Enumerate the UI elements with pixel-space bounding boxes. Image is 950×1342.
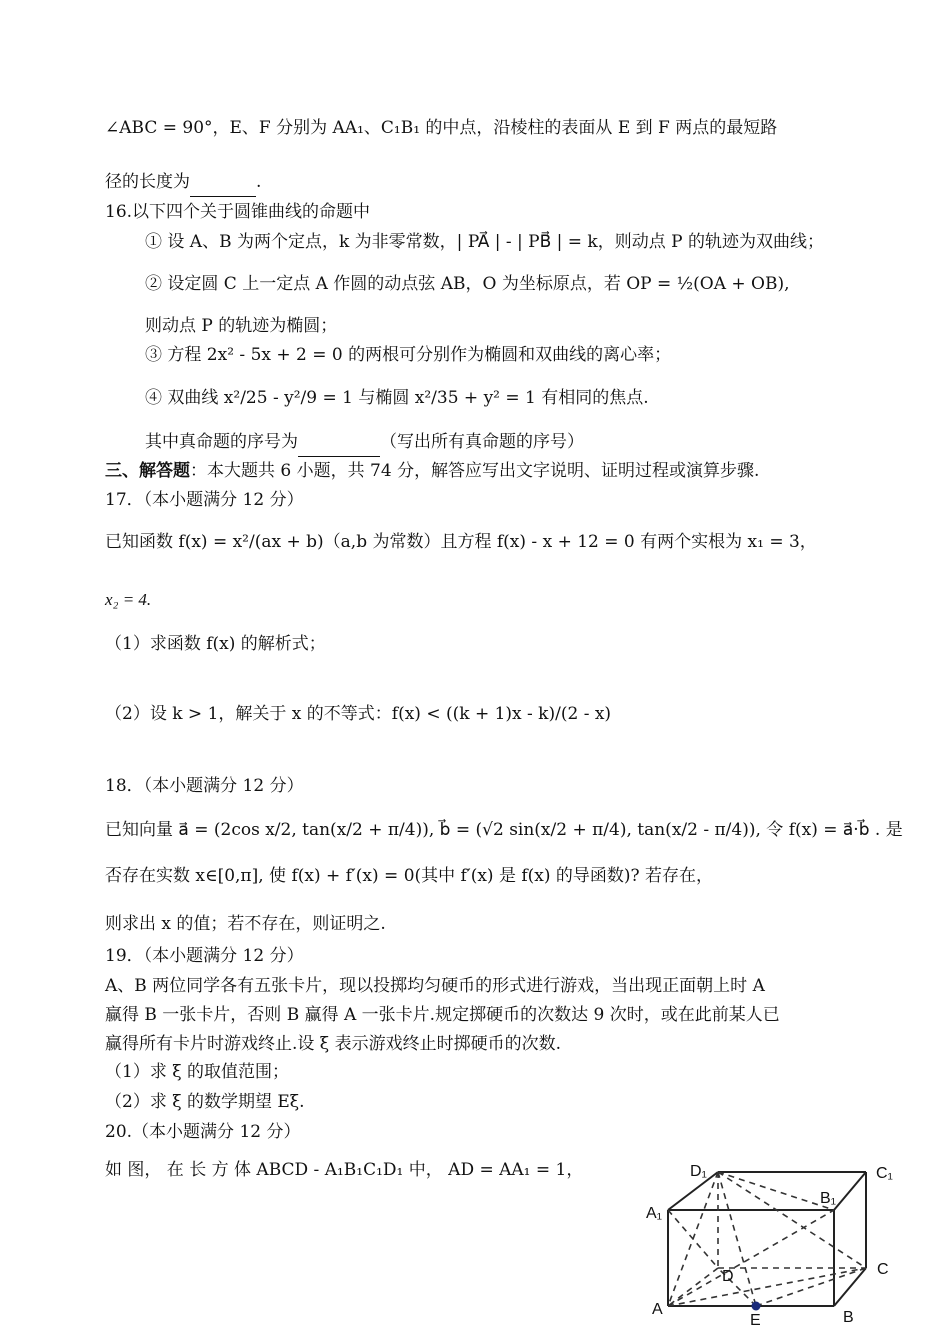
problem18-heading-text: 18．（本小题满分 12 分） [105,776,304,796]
problem16-item1 [145,228,850,256]
problem16-item2b-text: 则动点 P 的轨迹为椭圆； [145,316,338,336]
cuboid-edges [668,1172,866,1306]
problem18-line2-text: 否存在实数 x∈[0,π], 使 f(x) + f′(x) = 0(其中 f′(x) 是 f(x) 的导函数)? 若存在， [105,866,714,886]
problem16-item3 [145,341,850,369]
problem16-item4 [145,384,850,412]
problem16-question-text: 其中真命题的序号为 [145,432,298,452]
line-ed [718,1268,756,1306]
problem20-heading-text: 20.（本小题满分 12 分） [105,1122,301,1142]
problem17-part2-text: （2）设 k > 1，解关于 x 的不等式：f(x) < ((k + 1)x - k)/(2 - x) [105,704,612,724]
problem18-line2 [105,862,850,890]
label-d1: D₁ [690,1163,707,1180]
line-a1d [668,1210,718,1268]
problem15-line1 [105,114,850,142]
problem19-line1-text: A、B 两位同学各有五张卡片，现以投掷均匀硬币的形式进行游戏，当出现正面朝上时 A [105,976,765,996]
problem15-line1-text: ∠ABC = 90°，E、F 分别为 AA₁、C₁B₁ 的中点，沿棱柱的表面从 E 到 F 两点的最短路 [105,118,778,138]
problem17-heading-text: 17．（本小题满分 12 分） [105,490,304,510]
problem15-line2-text: 径的长度为 [105,172,190,192]
problem17-part1-text: （1）求函数 f(x) 的解析式； [105,634,326,654]
problem17-part2 [105,700,850,728]
problem16-heading [105,198,850,226]
problem19-part2 [105,1088,850,1116]
problem19-line3-text: 赢得所有卡片时游戏终止.设 ξ 表示游戏终止时掷硬币的次数. [105,1034,561,1054]
label-b: B [843,1309,854,1326]
line-ec [756,1268,866,1306]
problem16-question [145,428,850,457]
problem19-line2 [105,1001,850,1029]
problem19-part1-text: （1）求 ξ 的取值范围； [105,1062,289,1082]
problem19-line2-text: 赢得 B 一张卡片，否则 B 赢得 A 一张卡片.规定掷硬币的次数达 9 次时，或在此前某人已 [105,1005,780,1025]
line-d1c [718,1172,866,1268]
label-a: A [652,1301,663,1318]
section3-label: 三、解答题 [105,461,190,481]
problem16-question-tail: （写出所有真命题的序号） [380,432,584,452]
problem20-line1-text: 如 图， 在 长 方 体 ABCD - A₁B₁C₁D₁ 中， AD = AA₁ = 1， [105,1160,584,1180]
label-e: E [750,1312,761,1329]
answer-blank-15[interactable] [190,168,256,197]
problem18-line3 [105,910,850,938]
section3-heading [105,457,850,485]
label-c: C [877,1261,889,1278]
problem15-line2 [105,168,850,197]
edge-bc [834,1268,866,1306]
cuboid-hidden-edges [668,1172,866,1306]
problem18-heading [105,772,850,800]
problem17-line1-text: 已知函数 f(x) = x²/(ax + b)（a,b 为常数）且方程 f(x) - x + 12 = 0 有两个实根为 x₁ = 3， [105,532,817,552]
label-b1: B₁ [820,1190,837,1207]
problem16-item2b [145,312,850,340]
problem20-line1 [105,1156,850,1184]
problem19-part2-text: （2）求 ξ 的数学期望 Eξ. [105,1092,305,1112]
edge-da [668,1268,718,1306]
line-ac [668,1268,866,1306]
problem16-item2a [145,270,850,298]
label-a1: A₁ [646,1205,663,1222]
problem19-heading-text: 19．（本小题满分 12 分） [105,946,304,966]
label-d: D [722,1268,734,1285]
line-ab1 [668,1210,834,1306]
problem17-line2 [105,586,850,614]
problem19-heading [105,942,850,970]
problem17-part1 [105,630,850,658]
line-d1a [668,1172,718,1306]
problem16-item2a-text: ② 设定圆 C 上一定点 A 作圆的动点弦 AB，O 为坐标原点，若 OP = ½(OA + OB), [145,274,790,294]
section3-text: ：本大题共 6 小题，共 74 分，解答应写出文字说明、证明过程或演算步骤. [190,461,760,481]
problem18-line3-text: 则求出 x 的值；若不存在，则证明之. [105,914,386,934]
problem17-line1 [105,528,850,556]
problem15-line2-end: . [256,172,262,192]
problem16-item4-text: ④ 双曲线 x²/25 - y²/9 = 1 与椭圆 x²/35 + y² = 1 有相同的焦点. [145,388,649,408]
answer-blank-16[interactable] [298,428,380,457]
problem16-item3-text: ③ 方程 2x² - 5x + 2 = 0 的两根可分别作为椭圆和双曲线的离心率； [145,345,672,365]
problem19-line3 [105,1030,850,1058]
problem18-line1-text: 已知向量 a⃗ = (2cos x/2, tan(x/2 + π/4)), b⃗ = (√2 sin(x/2 + π/4), tan(x/2 - π/4)), 令 f(x) = a⃗·b⃗ . 是 [105,820,903,840]
problem16-heading-text: 16.以下四个关于圆锥曲线的命题中 [105,202,371,222]
problem19-part1 [105,1058,850,1086]
point-e-marker [752,1302,761,1311]
problem16-item1-text: ① 设 A、B 为两个定点，k 为非零常数，| PA⃗ | - | PB⃗ | = k，则动点 P 的轨迹为双曲线； [145,232,824,252]
problem18-line1 [105,816,903,844]
problem17-heading [105,486,850,514]
problem20-heading [105,1118,850,1146]
line-d1e [718,1172,756,1306]
problem19-line1 [105,972,850,1000]
label-c1: C₁ [876,1165,893,1182]
cuboid-labels [646,1163,893,1329]
problem17-line2-text: x₂ = 4. [105,590,152,609]
